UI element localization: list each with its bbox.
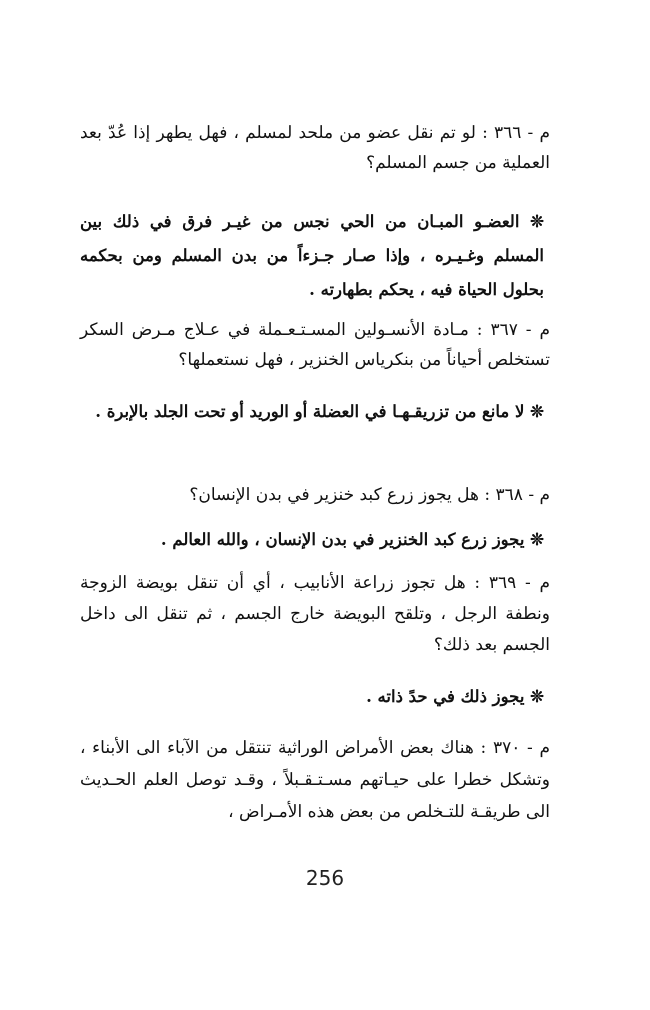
question-text: لو تم نقل عضو من ملحد لمسلم ، فهل يطهر إذا عُدّ بعد العملية من جسم المسلم؟ [80,123,550,173]
question-367 [80,315,550,375]
question-number: م - ٣٦٦ : [482,123,550,143]
answer-366 [80,205,550,307]
answer-367 [80,395,550,429]
question-369 [80,568,550,661]
answer-text: ❊ يجوز ذلك في حدً ذاته . [366,687,544,706]
question-text: هناك بعض الأمراض الوراثية تنتقل من الآباء الى الأبناء ، وتشكل خطرا على حيـاتهم مسـتـقـبلاً ، وقـد توصل العلم الحـديث الى طريقـة للتـخلص من بعض هذه الأمـراض ، [80,738,550,822]
question-370 [80,732,550,828]
answer-369 [80,682,550,712]
answer-text: ❊ العضـو المبـان من الحي نجس من غيـر فرق في ذلك بين المسلم وغـيـره ، وإذا صـار جـزءاً من بدن المسلم ومن بحكمه بحلول الحياة فيه ، يحكم بطهارته . [80,212,544,299]
question-text: هل تجوز زراعة الأنابيب ، أي أن تنقل بويضة الزوجة ونطفة الرجل ، وتلقح البويضة خارج الجسم ، ثم تنقل الى داخل الجسم بعد ذلك؟ [80,573,550,655]
question-368 [80,480,550,510]
question-text: هل يجوز زرع كبد خنزير في بدن الإنسان؟ [189,485,479,505]
question-number: م - ٣٧٠ : [480,738,550,758]
question-text: مـادة الأنسـولين المسـتـعـملة في عـلاج مـرض السكر تستخلص أحياناً من بنكرياس الخنزير ، فهل نستعملها؟ [80,320,550,370]
page-number: 256 [305,866,345,890]
answer-text: ❊ لا مانع من تزريقـهـا في العضلة أو الوريد أو تحت الجلد بالإبرة . [95,402,544,421]
question-number: م - ٣٦٧ : [476,320,550,340]
question-number: م - ٣٦٩ : [474,573,551,593]
answer-text: ❊ يجوز زرع كبد الخنزير في بدن الإنسان ، والله العالم . [160,530,544,549]
question-366 [80,118,550,178]
question-number: م - ٣٦٨ : [484,485,550,505]
answer-368 [80,525,550,555]
